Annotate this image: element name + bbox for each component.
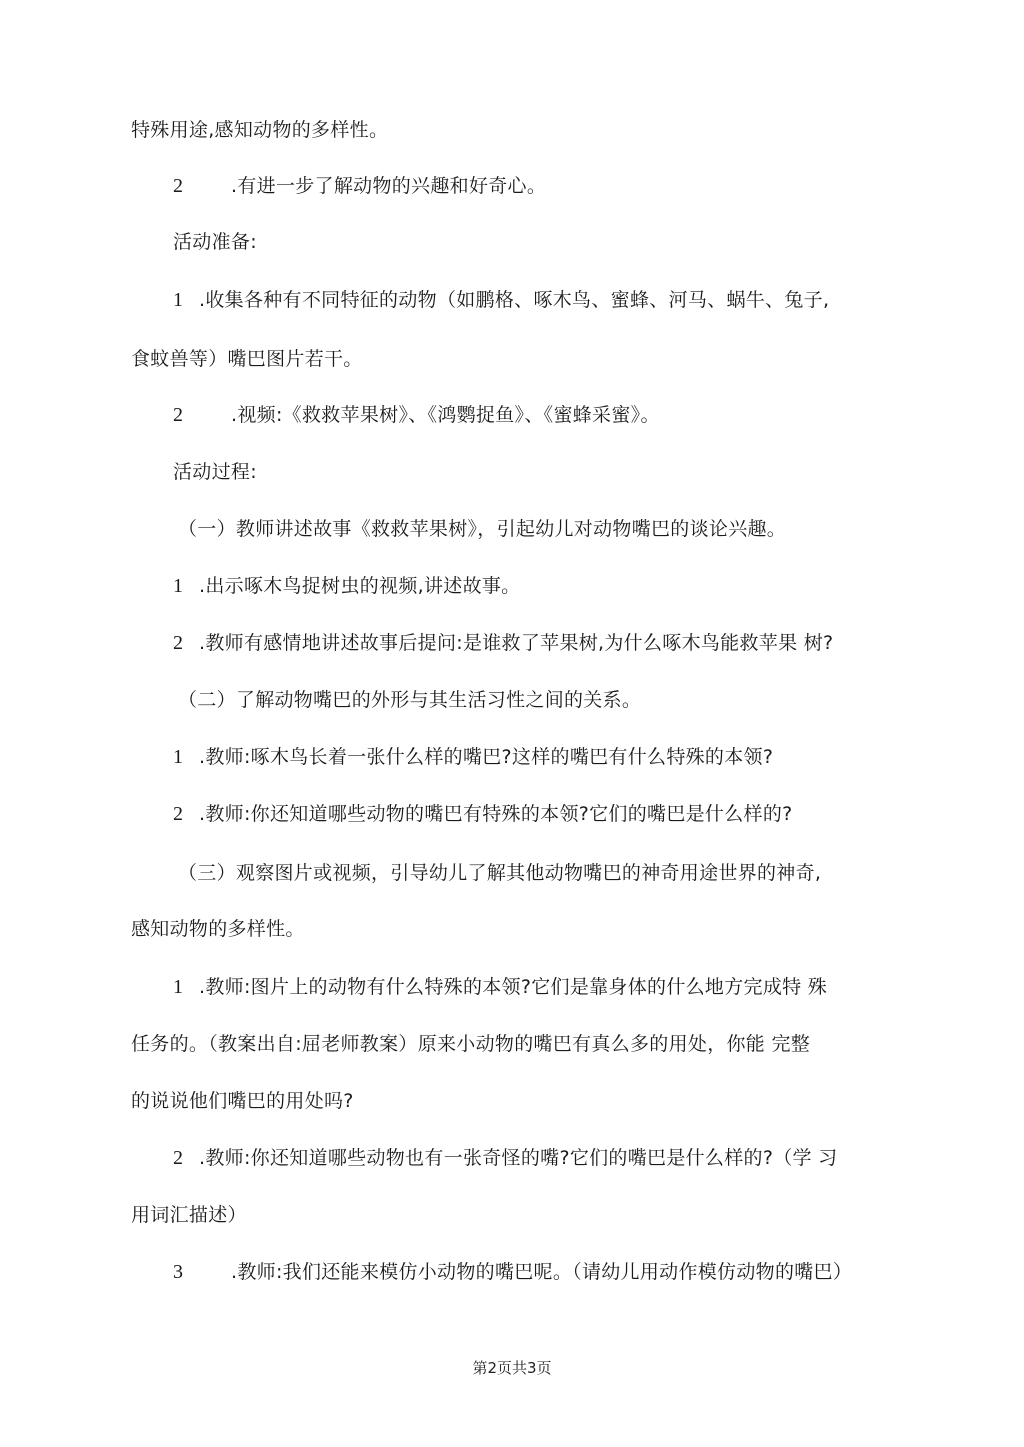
line-text: .教师:图片上的动物有什么特殊的本领?它们是靠身体的什么地方完成特 殊 [199,976,828,998]
line-text: 活动准备: [173,231,257,253]
line-text: 的说说他们嘴巴的用处吗? [131,1090,354,1112]
line-text: 特殊用途,感知动物的多样性。 [131,119,389,141]
item-number: 1 [173,575,184,597]
paragraph-line [131,1031,810,1057]
numbered-line [173,402,660,428]
item-number: 1 [173,746,184,768]
line-text: .教师:我们还能来模仿小动物的嘴巴呢。（请幼儿用动作模仿动物的嘴巴） [231,1261,853,1283]
line-text: （一）教师讲述故事《救救苹果树》，引起幼儿对动物嘴巴的谈论兴趣。 [178,518,787,540]
subsection-heading [178,687,641,713]
line-text: .教师有感情地讲述故事后提问:是谁救了苹果树,为什么啄木鸟能救苹果 树? [199,632,834,654]
line-text: 食蚊兽等）嘴巴图片若干。 [131,348,363,370]
numbered-line [173,630,833,656]
section-heading [173,459,257,485]
paragraph-line [131,1088,354,1114]
numbered-line [173,173,546,199]
item-number: 2 [173,632,184,654]
section-heading [173,229,257,255]
line-text: .教师:啄木鸟长着一张什么样的嘴巴?这样的嘴巴有什么特殊的本领? [199,746,774,768]
line-text: 任务的。（教案出自:屈老师教案）原来小动物的嘴巴有真么多的用处，你能 完整 [131,1033,811,1055]
numbered-line [173,801,793,827]
line-text: 用词汇描述） [131,1204,247,1226]
line-text: 活动过程: [173,461,257,483]
line-text: 感知动物的多样性。 [131,918,305,940]
page-footer: 第2页共3页 [472,1359,552,1377]
line-text: （三）观察图片或视频，引导幼儿了解其他动物嘴巴的神奇用途世界的神奇, [178,862,822,884]
line-text: .视频:《救救苹果树》、《鸿鹦捉鱼》、《蜜蜂采蜜》。 [231,404,660,426]
paragraph-line [131,346,363,372]
paragraph-line [131,916,305,942]
line-text: （二）了解动物嘴巴的外形与其生活习性之间的关系。 [178,689,642,711]
item-number: 2 [173,803,184,825]
line-text: .出示啄木鸟捉树虫的视频,讲述故事。 [199,575,521,597]
numbered-line [173,287,829,313]
item-number: 2 [173,404,184,426]
item-number: 2 [173,175,184,197]
item-number: 1 [173,976,184,998]
item-number: 1 [173,289,184,311]
numbered-line [173,744,773,770]
item-number: 3 [173,1261,184,1283]
paragraph-line [131,117,388,143]
line-text: .收集各种有不同特征的动物（如鹏格、啄木鸟、蜜蜂、河马、蜗牛、兔子, [199,289,830,311]
numbered-line [173,1259,852,1285]
paragraph-line [131,1202,247,1228]
numbered-line [173,573,520,599]
subsection-heading [178,860,821,886]
line-text: .有进一步了解动物的兴趣和好奇心。 [231,175,547,197]
numbered-line [173,1145,837,1171]
subsection-heading [178,516,786,542]
line-text: .教师:你还知道哪些动物也有一张奇怪的嘴?它们的嘴巴是什么样的?（学 习 [199,1147,838,1169]
numbered-line [173,974,827,1000]
item-number: 2 [173,1147,184,1169]
line-text: .教师:你还知道哪些动物的嘴巴有特殊的本领?它们的嘴巴是什么样的? [199,803,793,825]
